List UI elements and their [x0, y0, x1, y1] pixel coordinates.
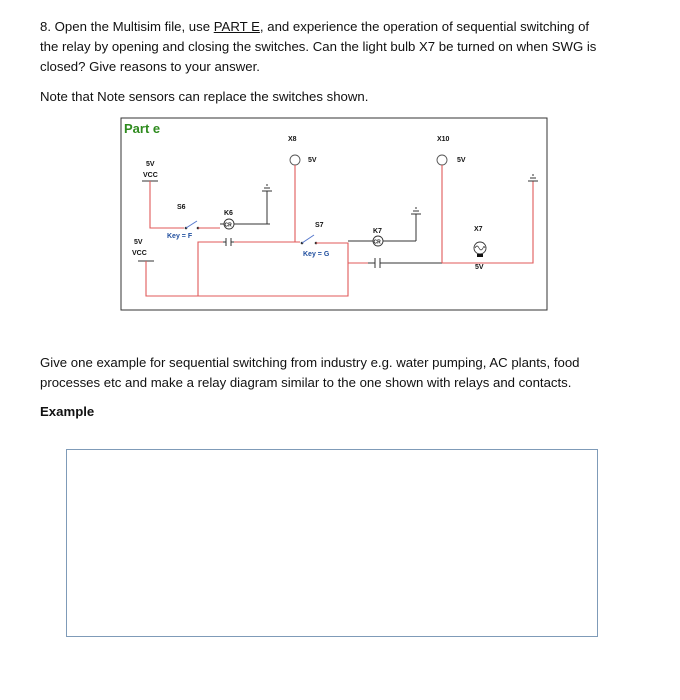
- s7-key-label: Key = G: [303, 251, 330, 258]
- x10-lamp-icon: [437, 155, 447, 165]
- vcc1-label: VCC: [143, 172, 158, 179]
- x10-label: X10: [437, 136, 450, 143]
- x8-label: X8: [288, 136, 297, 143]
- x8-voltage-label: 5V: [308, 157, 317, 164]
- question-line2: the relay by opening and closing the switches. Can the light bulb X7 be turned on when SWG is: [40, 39, 597, 54]
- k7-coil-label: CR: [373, 239, 381, 246]
- x7-bulb-base: [477, 254, 483, 257]
- x7-voltage-label: 5V: [475, 264, 484, 271]
- question-line3: closed? Give reasons to your answer.: [40, 59, 260, 74]
- circuit-frame: [121, 118, 547, 310]
- part-e-link[interactable]: PART E: [213, 19, 260, 34]
- prompt-text: [40, 353, 580, 393]
- note-text: Note that Note sensors can replace the switches shown.: [40, 89, 369, 104]
- x7-bulb-icon: [474, 242, 486, 254]
- prompt-line1: Give one example for sequential switching from industry e.g. water pumping, AC plants, food: [40, 355, 580, 370]
- k6-coil-label: CR: [224, 222, 232, 229]
- k6-label: K6: [224, 210, 233, 217]
- question-line1-rest: , and experience the operation of sequential switching of: [259, 19, 590, 34]
- example-heading: Example: [40, 404, 95, 419]
- x8-lamp-icon: [290, 155, 300, 165]
- prompt-line2: processes etc and make a relay diagram similar to the one shown with relays and contacts.: [40, 375, 572, 390]
- s6-key-label: Key = F: [167, 233, 193, 240]
- vcc1-voltage-label: 5V: [146, 161, 155, 168]
- k7-label: K7: [373, 228, 382, 235]
- x7-label: X7: [474, 226, 483, 233]
- circuit-diagram: [120, 117, 548, 311]
- example-answer-box[interactable]: [66, 449, 598, 637]
- s6-label: S6: [177, 204, 186, 211]
- vcc2-label: VCC: [132, 250, 147, 257]
- circuit-title: Part e: [124, 121, 161, 136]
- vcc2-voltage-label: 5V: [134, 239, 143, 246]
- s7-label: S7: [315, 222, 324, 229]
- question-text: [40, 17, 596, 77]
- question-prefix: 8. Open the Multisim file, use: [40, 19, 214, 34]
- x10-voltage-label: 5V: [457, 157, 466, 164]
